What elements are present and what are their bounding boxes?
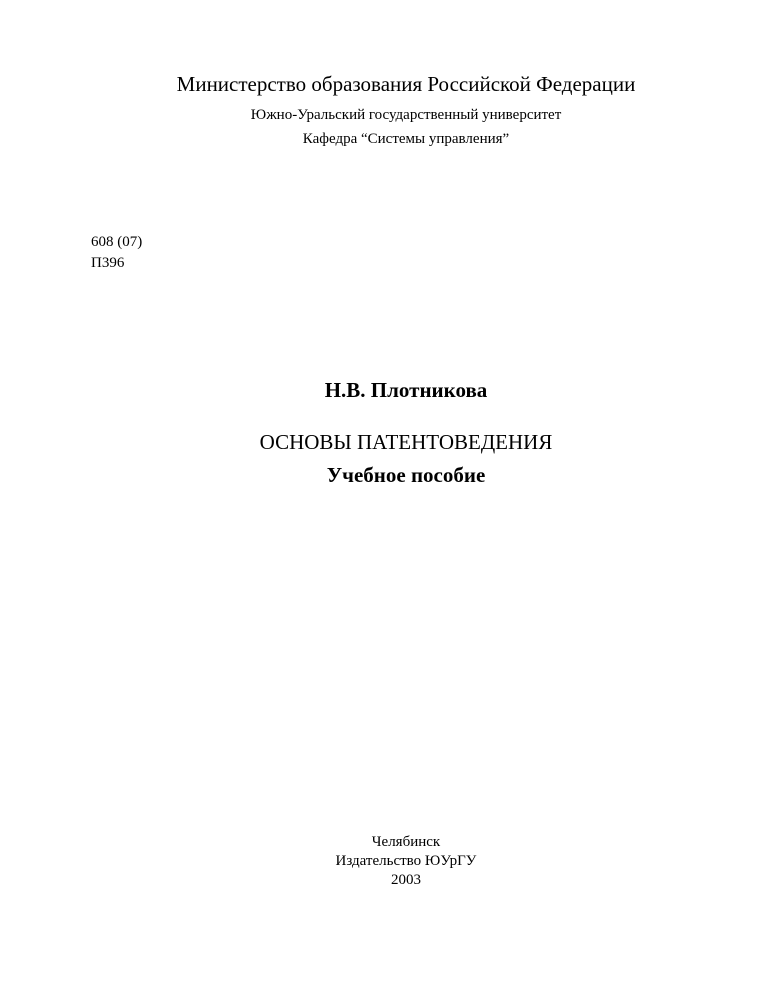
book-title: ОСНОВЫ ПАТЕНТОВЕДЕНИЯ (259, 430, 553, 454)
author-name: Н.В. Плотникова (324, 378, 488, 402)
book-subtitle: Учебное пособие (326, 463, 486, 487)
ministry-heading: Министерство образования Российской Федерации (176, 72, 636, 96)
publication-year: 2003 (391, 872, 421, 888)
udc-code: 608 (07) (91, 234, 143, 250)
catalog-code: П396 (91, 255, 125, 271)
publisher-name: Издательство ЮУрГУ (335, 853, 477, 869)
department-name: Кафедра “Системы управления” (302, 131, 510, 147)
university-name: Южно-Уральский государственный университет (250, 107, 562, 123)
publication-city: Челябинск (371, 834, 441, 850)
